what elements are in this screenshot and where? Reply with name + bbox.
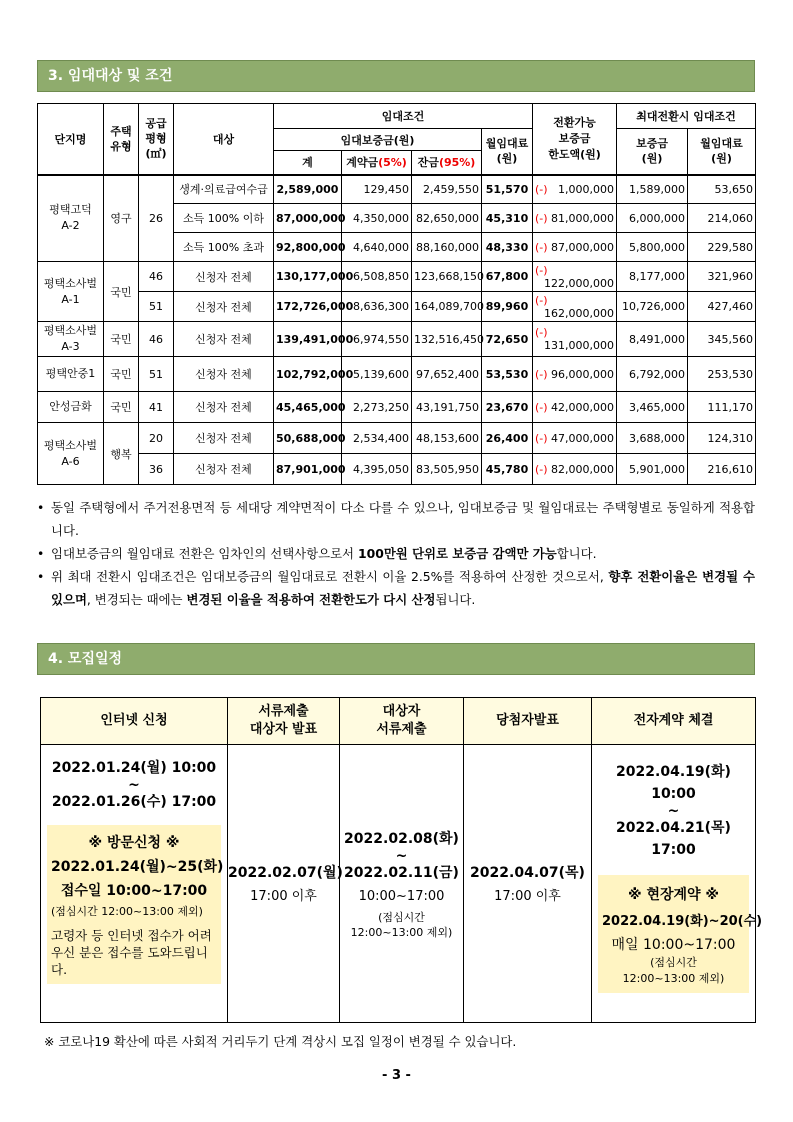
cell-total: 2,589,000: [274, 175, 342, 204]
cell-target: 소득 100% 이하: [174, 204, 274, 233]
cell-down: 6,508,850: [342, 262, 412, 292]
cell-monthly: 51,570: [482, 175, 533, 204]
cell-total: 45,465,000: [274, 392, 342, 423]
cell-down: 6,974,550: [342, 322, 412, 357]
visit-lunch: (점심시간 12:00~13:00 제외): [51, 905, 203, 918]
cell-monthly: 23,670: [482, 392, 533, 423]
target-docs-start: 2022.02.08(화): [344, 830, 459, 847]
cell-max-deposit: 6,792,000: [617, 357, 688, 392]
notes: [37, 496, 755, 611]
cell-target: 소득 100% 초과: [174, 233, 274, 262]
header-complex: 단지명: [38, 104, 104, 175]
header-down: 계약금(5%): [342, 151, 412, 175]
cell-house-type: 국민: [104, 392, 139, 423]
cell-target: 신청자 전체: [174, 454, 274, 485]
cell-total: 87,901,000: [274, 454, 342, 485]
target-docs-cell: [340, 745, 464, 1023]
internet-tilde: ~: [128, 777, 140, 793]
cell-down: 4,640,000: [342, 233, 412, 262]
minus-sign: (-): [535, 182, 548, 196]
header-supply-size: 공급 평형 (㎡): [139, 104, 174, 175]
cell-balance: 132,516,450: [412, 322, 482, 357]
note-2: • 임대보증금의 월임대료 전환은 임차인의 선택사항으로서 100만원 단위로 보증금 감액만 가능합니다.: [37, 542, 755, 565]
cell-max-monthly: 111,170: [688, 392, 756, 423]
cell-total: 50,688,000: [274, 423, 342, 454]
cell-balance: 48,153,600: [412, 423, 482, 454]
site-time: 매일 10:00~17:00: [611, 937, 736, 953]
cell-supply-size: 46: [139, 262, 174, 292]
cell-target: 신청자 전체: [174, 357, 274, 392]
cell-max-monthly: 124,310: [688, 423, 756, 454]
site-lunch-2: 12:00~13:00 제외): [622, 972, 725, 985]
header-balance: 잔금(95%): [412, 151, 482, 175]
table-row: [38, 262, 756, 292]
cell-complex: 평택고덕 A-2: [38, 175, 104, 262]
header-rent-conditions: 임대조건: [274, 104, 533, 129]
site-lunch-1: (점심시간: [650, 956, 697, 969]
cell-target: 신청자 전체: [174, 423, 274, 454]
cell-balance: 88,160,000: [412, 233, 482, 262]
header-target: 대상: [174, 104, 274, 175]
cell-total: 92,800,000: [274, 233, 342, 262]
cell-max-deposit: 8,177,000: [617, 262, 688, 292]
cell-max-deposit: 3,465,000: [617, 392, 688, 423]
limit-value: 96,000,000: [551, 367, 615, 381]
target-docs-time: 10:00~17:00: [358, 888, 445, 904]
cell-convert-limit: [533, 233, 617, 262]
cell-monthly: 26,400: [482, 423, 533, 454]
cell-complex: 평택소사벌 A-1: [38, 262, 104, 322]
cell-balance: 2,459,550: [412, 175, 482, 204]
limit-value: 87,000,000: [551, 240, 615, 254]
schedule-footnote: ※ 코로나19 확산에 따른 사회적 거리두기 단계 격상시 모집 일정이 변경될 수 있습니다.: [44, 1034, 517, 1049]
cell-total: 87,000,000: [274, 204, 342, 233]
header-monthly: 월임대료 (원): [482, 129, 533, 175]
cell-down: 4,395,050: [342, 454, 412, 485]
cell-supply-size: 51: [139, 292, 174, 322]
header-total: 계: [274, 151, 342, 175]
schedule-table: [40, 697, 763, 1023]
cell-total: 102,792,000: [274, 357, 342, 392]
docs-cell: [228, 745, 343, 1023]
minus-sign: (-): [535, 240, 548, 254]
header-max-monthly: 월임대료 (원): [688, 129, 756, 175]
header-target-docs: 대상자 서류제출: [340, 698, 464, 745]
header-convert-limit: 전환가능 보증금 한도액(원): [533, 104, 617, 175]
header-winner: 당첨자발표: [464, 698, 592, 745]
cell-convert-limit: [533, 454, 617, 485]
limit-value: 42,000,000: [551, 400, 615, 414]
section-3-title: 3. 임대대상 및 조건: [37, 60, 755, 92]
cell-max-monthly: 253,530: [688, 357, 756, 392]
limit-value: 162,000,000: [544, 306, 615, 320]
limit-value: 122,000,000: [544, 276, 615, 290]
target-docs-lunch-2: 12:00~13:00 제외): [350, 925, 453, 939]
cell-convert-limit: [533, 262, 617, 292]
cell-supply-size: 46: [139, 322, 174, 357]
cell-convert-limit: [533, 204, 617, 233]
cell-complex: 평택안중1: [38, 357, 104, 392]
cell-target: 생계·의료급여수급: [174, 175, 274, 204]
cell-house-type: 국민: [104, 357, 139, 392]
cell-target: 신청자 전체: [174, 322, 274, 357]
note-3: • 위 최대 전환시 임대조건은 임대보증금의 월임대료로 전환시 이율 2.5%를 적용하여 산정한 것으로서, 향후 전환이율은 변경될 수 있으며, 변경되는 때에는 변경된 이율을 적용하여 전환한도가 다시 산정됩니다.: [37, 565, 755, 611]
cell-max-deposit: 10,726,000: [617, 292, 688, 322]
table-row: [38, 392, 756, 423]
minus-sign: (-): [535, 326, 548, 339]
visit-note: 고령자 등 인터넷 접수가 어려우신 분은 접수를 도와드립니다.: [51, 928, 212, 977]
table-row: [38, 322, 756, 357]
cell-convert-limit: [533, 292, 617, 322]
cell-balance: 83,505,950: [412, 454, 482, 485]
limit-value: 47,000,000: [551, 431, 615, 445]
cell-max-monthly: 229,580: [688, 233, 756, 262]
minus-sign: (-): [535, 400, 548, 414]
limit-value: 81,000,000: [551, 211, 615, 225]
cell-house-type: 국민: [104, 262, 139, 322]
header-house-type: 주택 유형: [104, 104, 139, 175]
cell-monthly: 45,780: [482, 454, 533, 485]
cell-monthly: 53,530: [482, 357, 533, 392]
cell-complex: 평택소사벌 A-3: [38, 322, 104, 357]
cell-monthly: 45,310: [482, 204, 533, 233]
cell-supply-size: 41: [139, 392, 174, 423]
site-title: ※ 현장계약 ※: [627, 887, 720, 903]
cell-monthly: 72,650: [482, 322, 533, 357]
header-internet: 인터넷 신청: [41, 698, 228, 745]
cell-convert-limit: [533, 392, 617, 423]
minus-sign: (-): [535, 367, 548, 381]
cell-balance: 43,191,750: [412, 392, 482, 423]
cell-supply-size: 26: [139, 175, 174, 262]
cell-max-monthly: 53,650: [688, 175, 756, 204]
cell-down: 4,350,000: [342, 204, 412, 233]
cell-max-monthly: 216,610: [688, 454, 756, 485]
rent-conditions-table: [37, 103, 756, 485]
cell-monthly: 67,800: [482, 262, 533, 292]
header-docs: 서류제출 대상자 발표: [228, 698, 340, 745]
target-docs-end: 2022.02.11(금): [344, 864, 459, 881]
limit-value: 131,000,000: [544, 339, 615, 352]
contract-cell: [592, 745, 763, 1023]
cell-target: 신청자 전체: [174, 262, 274, 292]
cell-house-type: 국민: [104, 322, 139, 357]
cell-down: 2,534,400: [342, 423, 412, 454]
cell-down: 8,636,300: [342, 292, 412, 322]
header-contract: 전자계약 체결: [592, 698, 756, 745]
cell-max-deposit: 1,589,000: [617, 175, 688, 204]
minus-sign: (-): [535, 263, 548, 277]
contract-tilde: ~: [667, 803, 680, 819]
cell-convert-limit: [533, 423, 617, 454]
contract-end: 2022.04.21(목) 17:00: [616, 820, 731, 858]
docs-date: 2022.02.07(월): [228, 864, 343, 881]
cell-total: 139,491,000: [274, 322, 342, 357]
cell-supply-size: 36: [139, 454, 174, 485]
winner-date: 2022.04.07(목): [470, 864, 585, 881]
target-docs-lunch-1: (점심시간: [378, 910, 425, 924]
cell-max-deposit: 8,491,000: [617, 322, 688, 357]
cell-supply-size: 51: [139, 357, 174, 392]
cell-max-monthly: 214,060: [688, 204, 756, 233]
cell-max-monthly: 321,960: [688, 262, 756, 292]
cell-max-deposit: 5,800,000: [617, 233, 688, 262]
visit-box: [47, 825, 224, 984]
cell-down: 129,450: [342, 175, 412, 204]
visit-time: 접수일 10:00~17:00: [60, 883, 208, 899]
cell-complex: 안성금화: [38, 392, 104, 423]
cell-balance: 82,650,000: [412, 204, 482, 233]
site-box: [598, 875, 763, 993]
contract-start: 2022.04.19(화) 10:00: [616, 764, 731, 802]
visit-date: 2022.01.24(월)~25(화): [51, 859, 224, 875]
internet-start: 2022.01.24(월) 10:00: [51, 760, 217, 776]
section-4-title: 4. 모집일정: [37, 643, 755, 675]
cell-max-deposit: 3,688,000: [617, 423, 688, 454]
site-date: 2022.04.19(화)~20(수): [602, 914, 763, 929]
cell-monthly: 48,330: [482, 233, 533, 262]
cell-down: 2,273,250: [342, 392, 412, 423]
docs-time: 17:00 이후: [250, 888, 317, 904]
cell-total: 172,726,000: [274, 292, 342, 322]
cell-total: 130,177,000: [274, 262, 342, 292]
cell-balance: 123,668,150: [412, 262, 482, 292]
internet-cell: [41, 745, 228, 1023]
page-number: - 3 -: [382, 1068, 411, 1083]
table-row: [38, 357, 756, 392]
cell-max-deposit: 5,901,000: [617, 454, 688, 485]
cell-target: 신청자 전체: [174, 392, 274, 423]
cell-balance: 97,652,400: [412, 357, 482, 392]
cell-convert-limit: [533, 175, 617, 204]
internet-end: 2022.01.26(수) 17:00: [51, 794, 217, 810]
header-max-deposit: 보증금 (원): [617, 129, 688, 175]
limit-value: 1,000,000: [558, 182, 615, 196]
cell-target: 신청자 전체: [174, 292, 274, 322]
limit-value: 82,000,000: [551, 462, 615, 476]
minus-sign: (-): [535, 462, 548, 476]
cell-down: 5,139,600: [342, 357, 412, 392]
target-docs-tilde: ~: [395, 847, 408, 864]
note-1: • 동일 주택형에서 주거전용면적 등 세대당 계약면적이 다소 다를 수 있으나, 임대보증금 및 월임대료는 주택형별로 동일하게 적용합니다.: [37, 496, 755, 542]
table-row: [38, 175, 756, 204]
cell-max-monthly: 345,560: [688, 322, 756, 357]
table-row: [38, 454, 756, 485]
cell-supply-size: 20: [139, 423, 174, 454]
cell-convert-limit: [533, 357, 617, 392]
winner-cell: [464, 745, 592, 1023]
cell-balance: 164,089,700: [412, 292, 482, 322]
cell-house-type: 영구: [104, 175, 139, 262]
cell-max-monthly: 427,460: [688, 292, 756, 322]
table-row: [38, 423, 756, 454]
minus-sign: (-): [535, 293, 548, 307]
header-deposit-group: 임대보증금(원): [274, 129, 482, 151]
minus-sign: (-): [535, 211, 548, 225]
cell-complex: 평택소사벌 A-6: [38, 423, 104, 485]
minus-sign: (-): [535, 431, 548, 445]
cell-monthly: 89,960: [482, 292, 533, 322]
cell-max-deposit: 6,000,000: [617, 204, 688, 233]
header-max-convert: 최대전환시 임대조건: [617, 104, 756, 129]
cell-convert-limit: [533, 322, 617, 357]
winner-time: 17:00 이후: [494, 888, 561, 904]
cell-house-type: 행복: [104, 423, 139, 485]
table-row: [38, 292, 756, 322]
visit-title: ※ 방문신청 ※: [88, 835, 180, 851]
